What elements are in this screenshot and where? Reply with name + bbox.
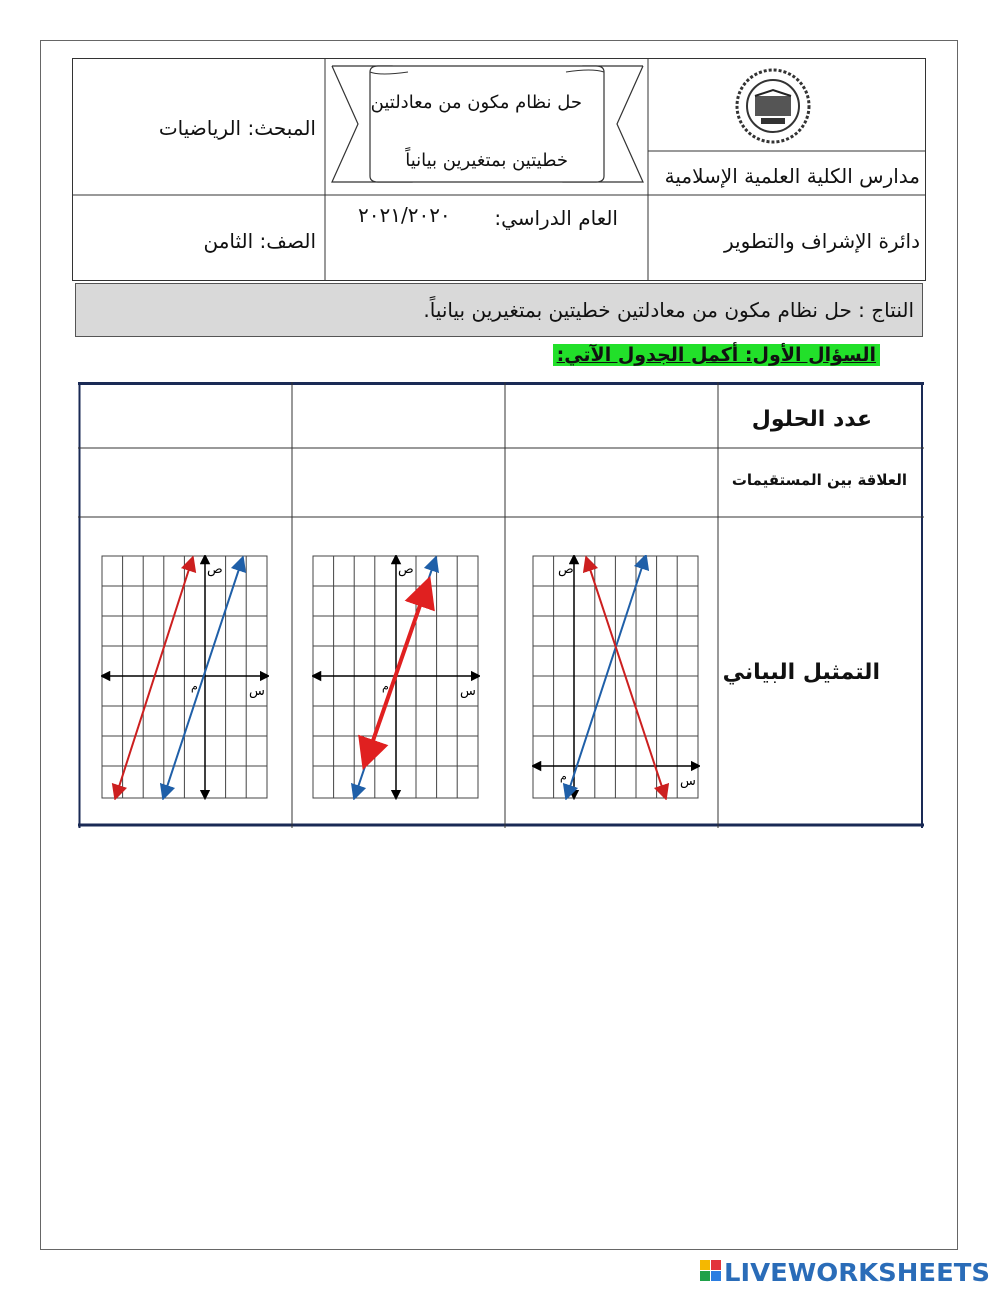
answer-solutions-2[interactable] <box>293 384 505 448</box>
answer-relation-2[interactable] <box>293 449 505 516</box>
axis-y-label: ص <box>207 562 223 577</box>
origin-label: م <box>382 680 389 693</box>
axis-y-label: ص <box>398 562 414 577</box>
axis-x-label: س <box>460 684 476 699</box>
subject: المبحث: الرياضيات <box>158 116 316 140</box>
title-line2: خطيتين بمتغيرين بيانياً <box>405 150 568 171</box>
origin-label: م <box>560 770 567 783</box>
department: دائرة الإشراف والتطوير <box>724 229 920 253</box>
liveworksheets-logo <box>700 1256 992 1286</box>
label-graph: التمثيل البياني <box>722 660 880 685</box>
axis-x-label: س <box>680 774 696 789</box>
answer-solutions-1[interactable] <box>80 384 292 448</box>
grade: الصف: الثامن <box>203 229 316 253</box>
answer-solutions-3[interactable] <box>506 384 718 448</box>
brand-text: LIVEWORKSHEETS <box>724 1258 990 1286</box>
outcome-text: النتاج : حل نظام مكون من معادلتين خطيتين بمتغيرين بيانياً. <box>423 298 914 322</box>
title-line1: حل نظام مكون من معادلتين <box>370 92 582 113</box>
question1-heading: السؤال الأول: أكمل الجدول الآتي: <box>553 344 880 366</box>
label-num-solutions: عدد الحلول <box>751 407 872 432</box>
school-name: مدارس الكلية العلمية الإسلامية <box>664 164 920 188</box>
year-label: العام الدراسي: <box>494 206 618 230</box>
year-value: ٢٠٢١/٢٠٢٠ <box>358 203 451 227</box>
answer-relation-1[interactable] <box>80 449 292 516</box>
answer-relation-3[interactable] <box>506 449 718 516</box>
label-line-relation: العلاقة بين المستقيمات <box>731 471 907 489</box>
graph-coincident <box>312 555 480 800</box>
graph-intersecting <box>532 555 700 800</box>
school-logo <box>733 66 813 146</box>
outcome-bar <box>75 283 923 337</box>
graph-parallel <box>101 555 269 800</box>
origin-label: م <box>191 680 198 693</box>
axis-x-label: س <box>249 684 265 699</box>
axis-y-label: ص <box>558 562 574 577</box>
